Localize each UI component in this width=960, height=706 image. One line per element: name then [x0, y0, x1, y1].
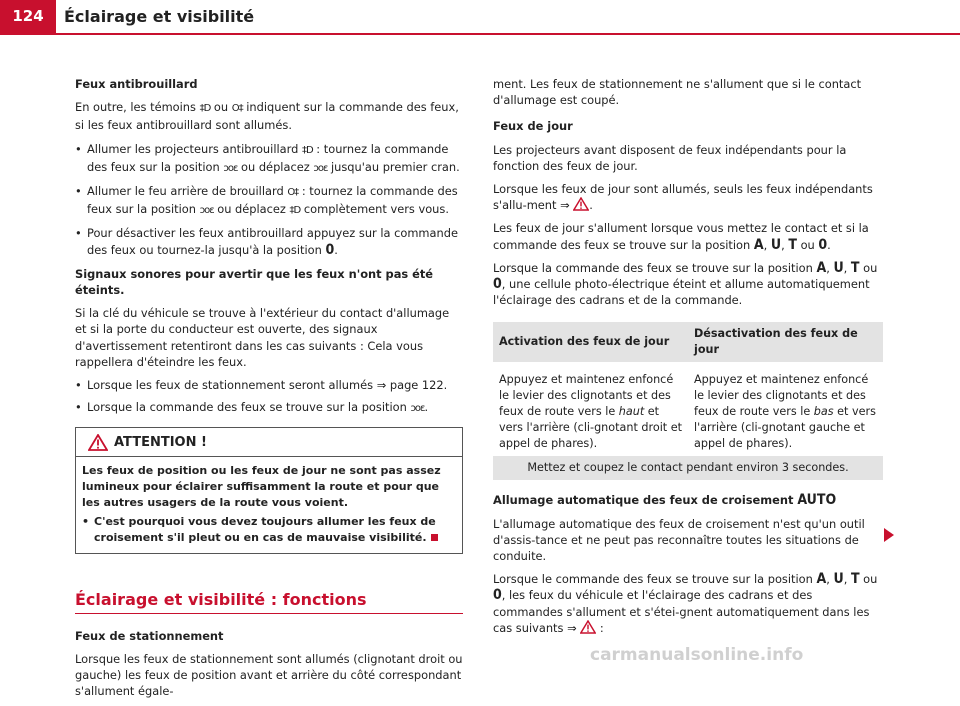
- position-zero: 0: [493, 276, 502, 293]
- position-t: T: [788, 236, 797, 253]
- park-text: Lorsque les feux de stationnement sont allumés (clignotant droit ou gauche) les feux de position avant et arrière du côté correspondant s'allument égale-: [75, 651, 463, 699]
- warning-triangle-icon[interactable]: [580, 620, 596, 634]
- bullet-icon: •: [82, 515, 90, 529]
- cell1-text-a: Appuyez et maintenez enfoncé le levier des clignotants et des feux de route vers le: [499, 373, 674, 419]
- position-zero: 0: [493, 587, 502, 604]
- list-item: • Pour désactiver les feux antibrouillard appuyez sur la commande des feux ou tournez-la jusqu'à la position 0.: [75, 226, 458, 258]
- page-number: 124: [0, 0, 56, 33]
- table-cell-activation: [493, 362, 688, 456]
- bullet2-text-c: ou déplacez: [217, 202, 286, 217]
- day-text-2-body: Lorsque les feux de jour sont allumés, seuls les feux indépendants s'allu-ment ⇒: [493, 182, 873, 213]
- continuation-text: ment. Les feux de stationnement ne s'allument que si le contact d'allumage est coupé.: [493, 77, 862, 108]
- auto-text-2-a: Lorsque le commande des feux se trouve sur la position: [493, 572, 813, 587]
- next-page-arrow-icon[interactable]: [884, 528, 894, 542]
- position-a: A: [753, 236, 764, 253]
- day-heading: Feux de jour: [493, 119, 573, 134]
- cell2-emphasis: bas: [813, 405, 834, 419]
- side-light-icon: ɔoɛ: [313, 162, 328, 174]
- fog-heading: Feux antibrouillard: [75, 77, 198, 91]
- bullet2-text-a: Allumer le feu arrière de brouillard: [87, 184, 284, 199]
- left-column: [75, 76, 463, 706]
- bullet1-text-c: ou déplacez: [241, 159, 310, 174]
- or-text: ou: [863, 572, 878, 587]
- table-row: [493, 456, 883, 480]
- cell2-text-a: Appuyez et maintenez enfoncé le levier des clignotants et des feux de route vers le: [694, 373, 869, 419]
- position-zero: 0: [325, 241, 335, 258]
- bullet1-text-d: jusqu'au premier cran.: [330, 159, 460, 174]
- day-text-4-b: , une cellule photo-électrique éteint et allume automatiquement l'éclairage des cadrans et de la commande.: [493, 277, 870, 308]
- warning-text-1: Les feux de position ou les feux de jour ne sont pas assez lumineux pour éclairer suffisamment la route et pour que les autres usagers de la route vous voient.: [82, 464, 441, 509]
- cell1-text-b: et vers l'arrière (cli-gnotant droit et appel de phares).: [499, 405, 683, 451]
- day-text-4: Lorsque la commande des feux se trouve sur la position A, U, T ou 0, une cellule photo-électrique éteint et allume automatiquement l'éclairage des cadrans et de la commande.: [493, 259, 878, 308]
- day-lights-table: [493, 322, 883, 480]
- auto-heading-text: Allumage automatique des feux de croisement: [493, 493, 794, 508]
- position-u: U: [833, 259, 844, 276]
- auto-text-2: Lorsque le commande des feux se trouve sur la position A, U, T ou 0, les feux du véhicule et l'éclairage des cadrans et des commandes s'allument et s'étei-gnent automatiquement dans les cas suivants ⇒ :: [493, 571, 878, 635]
- page-reference-link[interactable]: ⇒ page 122.: [376, 378, 448, 393]
- list-item: • Lorsque la commande des feux se trouve sur la position ɔoɛ.: [75, 400, 429, 415]
- beep-text: Si la clé du véhicule se trouve à l'extérieur du contact d'allumage et si la porte du conducteur est ouverte, des signaux d'avertissement retentiront dans les cas suivants : Cela vous rappellera d'éteindre les feux.: [75, 306, 450, 369]
- auto-label: AUTO: [797, 492, 837, 509]
- list-item: [75, 183, 463, 219]
- warning-body: [76, 457, 462, 553]
- section-title: Éclairage et visibilité : fonctions: [75, 592, 463, 613]
- beep-bullet1-text: Lorsque les feux de stationnement seront allumés: [87, 378, 374, 393]
- page-title: Éclairage et visibilité: [64, 7, 255, 26]
- position-a: A: [816, 571, 827, 588]
- bullet-icon: •: [75, 378, 82, 393]
- warning-box: [75, 427, 463, 554]
- day-text-2: Lorsque les feux de jour sont allumés, seuls les feux indépendants s'allu-ment ⇒ .: [493, 182, 873, 213]
- position-u: U: [770, 236, 782, 253]
- bullet1-text-a: Allumer les projecteurs antibrouillard: [87, 141, 299, 156]
- beep-bullet2-text: Lorsque la commande des feux se trouve sur la position: [87, 400, 407, 415]
- bullet-icon: •: [75, 226, 82, 241]
- position-a: A: [816, 259, 827, 276]
- table-header-deactivation: Désactivation des feux de jour: [688, 322, 883, 362]
- warning-triangle-icon[interactable]: [573, 197, 589, 211]
- list-item: [75, 141, 463, 177]
- auto-text-1: L'allumage automatique des feux de croisement n'est qu'un outil d'assis-tance et ne peut pas reconnaître toutes les situations de conduite.: [493, 516, 865, 564]
- position-t: T: [850, 571, 860, 588]
- front-fog-light-icon: ‡D: [289, 205, 301, 217]
- bullet-icon: •: [75, 184, 82, 199]
- bullet2-text-b: : tournez la commande des feux sur la position: [87, 184, 458, 217]
- fog-intro-text-a: En outre, les témoins: [75, 100, 196, 115]
- side-light-icon: ɔoɛ: [410, 403, 425, 415]
- beep-heading: Signaux sonores pour avertir que les feux n'ont pas été éteints.: [75, 266, 434, 298]
- warning-label: ATTENTION !: [114, 434, 207, 450]
- or-text: ou: [800, 237, 815, 252]
- fog-intro-text-b: indiquent sur la commande des feux, si les feux antibrouillard sont allumés.: [75, 100, 459, 133]
- bullet2-text-d: complètement vers vous.: [303, 202, 449, 217]
- auto-text-2-b: , les feux du véhicule et l'éclairage des cadrans et des commandes s'allument et s'étei-gnent automatiquement dans les cas suivants ⇒: [493, 588, 870, 635]
- list-item: [75, 377, 463, 393]
- warning-text-2: C'est pourquoi vous devez toujours allumer les feux de croisement s'il pleut ou en cas de mauvaise visibilité.: [94, 515, 436, 544]
- bullet-icon: •: [75, 141, 82, 156]
- warning-triangle-icon: [88, 434, 108, 451]
- bullet-icon: •: [75, 400, 82, 415]
- side-light-icon: ɔoɛ: [223, 162, 238, 174]
- day-text-1: Les projecteurs avant disposent de feux indépendants pour la fonction des feux de jour.: [493, 142, 847, 173]
- position-t: T: [850, 259, 860, 276]
- page-header: [0, 0, 960, 35]
- end-marker-icon: [431, 534, 438, 541]
- day-text-3: Les feux de jour s'allument lorsque vous mettez le contact et si la commande des feux se trouve sur la position A, U, T ou 0.: [493, 221, 869, 253]
- fog-intro: [75, 99, 463, 133]
- table-row: [493, 362, 883, 456]
- table-header-activation: Activation des feux de jour: [493, 322, 688, 362]
- watermark: carmanualsonline.info: [590, 645, 804, 665]
- table-footer-cell: Mettez et coupez le contact pendant environ 3 secondes.: [493, 456, 883, 480]
- cell2-text-b: et vers l'arrière (cli-gnotant gauche et appel de phares).: [694, 405, 876, 451]
- warning-bullet: [82, 514, 456, 545]
- or-text: ou: [863, 260, 878, 275]
- position-zero: 0: [818, 236, 828, 253]
- rear-fog-light-icon: O‡: [287, 187, 299, 199]
- park-heading: Feux de stationnement: [75, 628, 224, 643]
- day-text-3-body: Les feux de jour s'allument lorsque vous mettez le contact et si la commande des feux se trouve sur la position: [493, 221, 869, 252]
- front-fog-light-icon: ‡D: [301, 144, 313, 156]
- front-fog-light-icon: ‡D: [199, 103, 211, 115]
- auto-text-2-c: :: [599, 620, 604, 635]
- side-light-icon: ɔoɛ: [199, 205, 214, 217]
- table-cell-deactivation: [688, 362, 883, 456]
- warning-header: [76, 428, 462, 457]
- bullet1-text-b: : tournez la commande des feux sur la position: [87, 141, 449, 174]
- day-text-4-a: Lorsque la commande des feux se trouve sur la position: [493, 260, 813, 275]
- bullet3-text: Pour désactiver les feux antibrouillard appuyez sur la commande des feux ou tournez-la jusqu'à la position: [87, 226, 458, 257]
- cell1-emphasis: haut: [618, 405, 645, 419]
- right-column: [493, 76, 883, 643]
- position-u: U: [833, 571, 844, 588]
- fog-intro-or: ou: [213, 100, 229, 115]
- rear-fog-light-icon: O‡: [231, 103, 243, 115]
- auto-heading: [493, 492, 883, 508]
